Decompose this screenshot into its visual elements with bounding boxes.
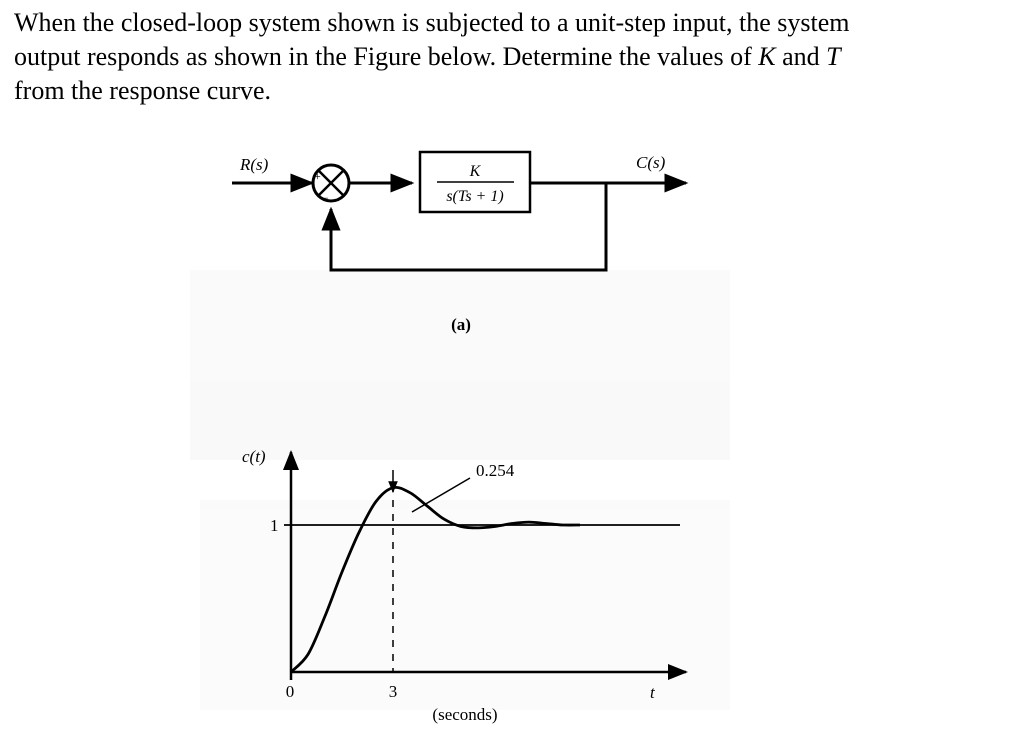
diagram-caption: (a) xyxy=(451,315,471,334)
problem-line-1: When the closed-loop system shown is subjected to a unit-step input, the system xyxy=(14,8,850,37)
y-axis-label: c(t) xyxy=(242,447,266,466)
input-label: R(s) xyxy=(240,155,269,174)
problem-line-2-start: output responds as shown in the Figure below. Determine the values of xyxy=(14,42,759,71)
tf-denominator: s(Ts + 1) xyxy=(446,188,504,205)
bleed-through-text xyxy=(190,270,730,710)
x-axis-label: t xyxy=(650,683,655,702)
overshoot-label: 0.254 xyxy=(476,461,515,480)
block-diagram xyxy=(232,152,686,270)
time-units-label: (seconds) xyxy=(432,705,498,724)
var-k: K xyxy=(758,42,776,71)
sum-minus-sign: − xyxy=(322,191,329,205)
problem-line-2-and: and xyxy=(775,42,827,71)
output-label: C(s) xyxy=(636,153,666,172)
sum-plus-sign: + xyxy=(314,169,321,183)
tf-numerator: K xyxy=(469,163,481,180)
problem-line-3: from the response curve. xyxy=(14,76,272,105)
x-tick-zero: 0 xyxy=(285,682,295,701)
x-tick-three: 3 xyxy=(388,682,398,701)
y-tick-one: 1 xyxy=(270,516,279,535)
var-t: T xyxy=(826,42,841,71)
